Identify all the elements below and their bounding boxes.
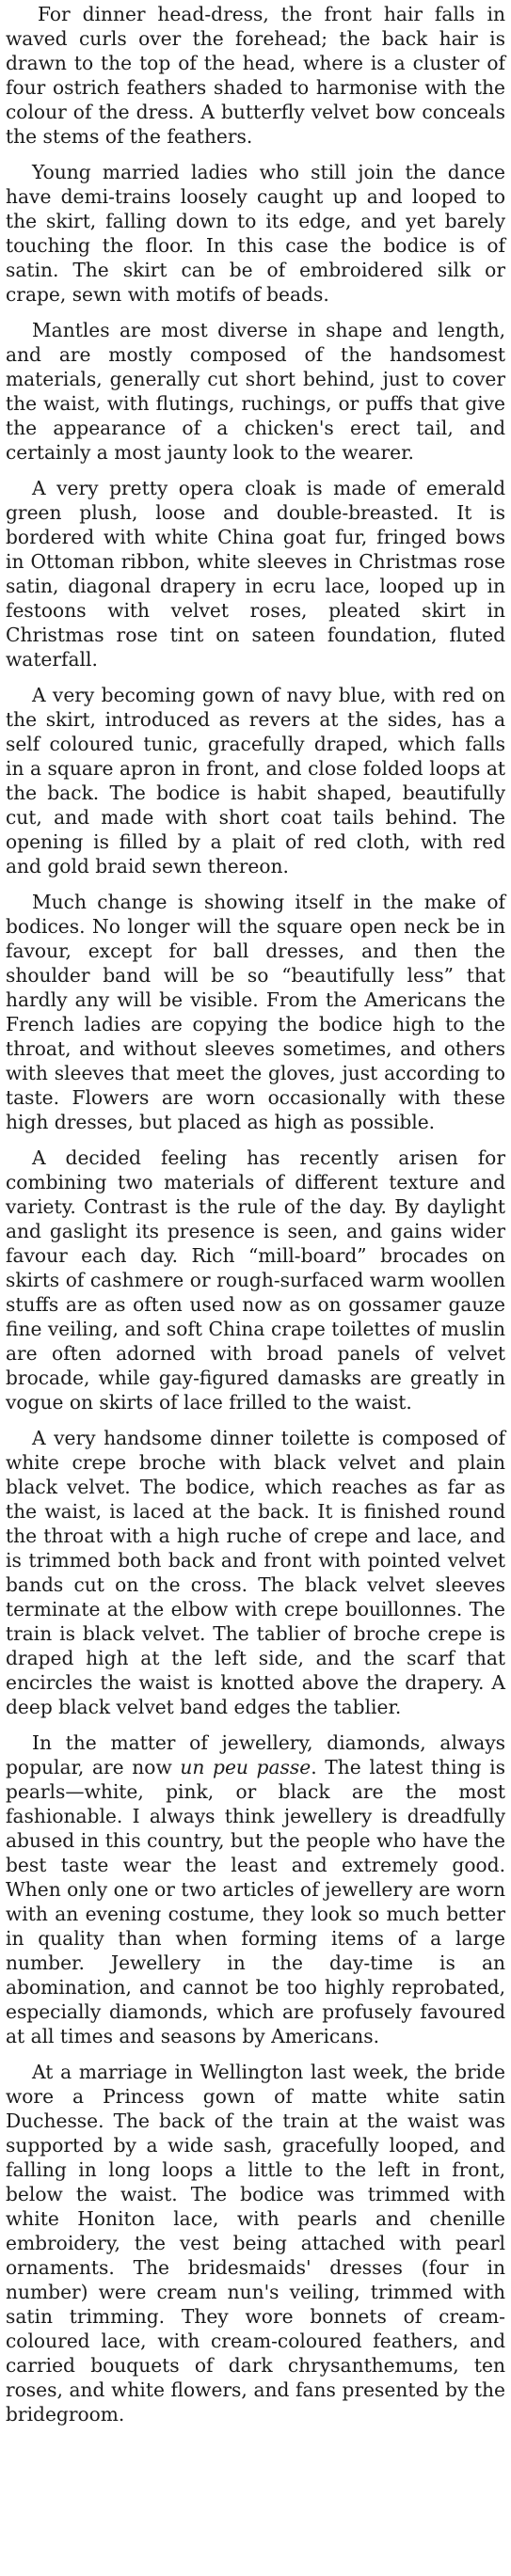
paragraph-jewellery xyxy=(6,1731,505,2048)
paragraph-mantles: Mantles are most diverse in shape and length, and are mostly composed of the handsomest materials, generally cut short behind, just to cover the waist, with flutings, ruchings, or puffs that give the appearance of a chicken's erect tail, and certainly a most jaunty look to the wearer. xyxy=(6,319,505,464)
article-column xyxy=(6,2,505,2438)
jewellery-italic-phrase: un peu passe xyxy=(180,1756,311,1778)
paragraph-navy-gown: A very becoming gown of navy blue, with red on the skirt, introduced as revers at the sides, has a self coloured tunic, gracefully draped, which falls in a square apron in front, and close folded loops at the back. The bodice is habit shaped, beautifully cut, and made with short coat tails behind. The opening is filled by a plait of red cloth, with red and gold braid sewn thereon. xyxy=(6,684,505,877)
paragraph-opera-cloak: A very pretty opera cloak is made of emerald green plush, loose and double-breasted. It is bordered with white China goat fur, fringed bows in Ottoman ribbon, white sleeves in Christmas rose satin, diagonal drapery in ecru lace, looped up in festoons with velvet roses, pleated skirt in Christmas rose tint on sateen foundation, fluted waterfall. xyxy=(6,477,505,671)
paragraph-dinner-head-dress: For dinner head-dress, the front hair falls in waved curls over the forehead; the back hair is drawn to the top of the head, where is a cluster of four ostrich feathers shaded to harmonise with the colour of the dress. A butterfly velvet bow conceals the stems of the feathers. xyxy=(6,3,505,148)
paragraph-wellington-wedding: At a marriage in Wellington last week, the bride wore a Princess gown of matte white satin Duchesse. The back of the train at the waist was supported by a wide sash, gracefully looped, and falling in long loops a little to the left in front, below the waist. The bodice was trimmed with white Honiton lace, with pearls and chenille embroidery, the vest being attached with pearl ornaments. The bridesmaids' dresses (four in number) were cream nun's veiling, trimmed with satin trimming. They wore bonnets of cream-coloured lace, with cream-coloured feathers, and carried bouquets of dark chrysanthemums, ten roses, and white flowers, and fans presented by the bridegroom. xyxy=(6,2061,505,2426)
paragraph-dinner-toilette: A very handsome dinner toilette is composed of white crepe broche with black velvet and plain black velvet. The bodice, which reaches as far as the waist, is laced at the back. It is finished round the throat with a high ruche of crepe and lace, and is trimmed both back and front with pointed velvet bands cut on the cross. The black velvet sleeves terminate at the elbow with crepe bouillonnes. The train is black velvet. The tablier of broche crepe is draped high at the left side, and the scarf that encircles the waist is knotted above the drapery. A deep black velvet band edges the tablier. xyxy=(6,1427,505,1718)
jewellery-text-start: In the matter of jewellery, diamonds, always popular, are now xyxy=(6,1731,505,1778)
paragraph-young-married-ladies: Young married ladies who still join the dance have demi-trains loosely caught up and looped to the skirt, falling down to its edge, and yet barely touching the floor. In this case the bodice is of satin. The skirt can be of embroidered silk or crape, sewn with motifs of beads. xyxy=(6,161,505,306)
paragraph-combining-materials: A decided feeling has recently arisen for combining two materials of different texture and variety. Contrast is the rule of the day. By daylight and gaslight its presence is seen, and gains wider favour each day. Rich “mill-board” brocades on skirts of cashmere or rough-surfaced warm woollen stuffs are as often used now as on gossamer gauze fine veiling, and soft China crape toilettes of muslin are often adorned with broad panels of velvet brocade, while gay-figured damasks are greatly in vogue on skirts of lace frilled to the waist. xyxy=(6,1146,505,1414)
jewellery-text-end: . The latest thing is pearls—white, pink, or black are the most fashionable. I always think jewellery is dreadfully abused in this country, but the people who have the best taste wear the least and extremely good. When only one or two articles of jewellery are worn with an evening costume, they look so much better in quality than when forming items of a large number. Jewellery in the day-time is an abomination, and cannot be too highly reprobated, especially diamonds, which are profusely favoured at all times and seasons by Americans. xyxy=(6,1756,505,2047)
paragraph-bodices: Much change is showing itself in the make of bodices. No longer will the square open neck be in favour, except for ball dresses, and then the shoulder band will be so “beautifully less” that hardly any will be visible. From the Americans the French ladies are copying the bodice high to the throat, and without sleeves sometimes, and others with sleeves that meet the gloves, just according to taste. Flowers are worn occasionally with these high dresses, but placed as high as possible. xyxy=(6,891,505,1133)
